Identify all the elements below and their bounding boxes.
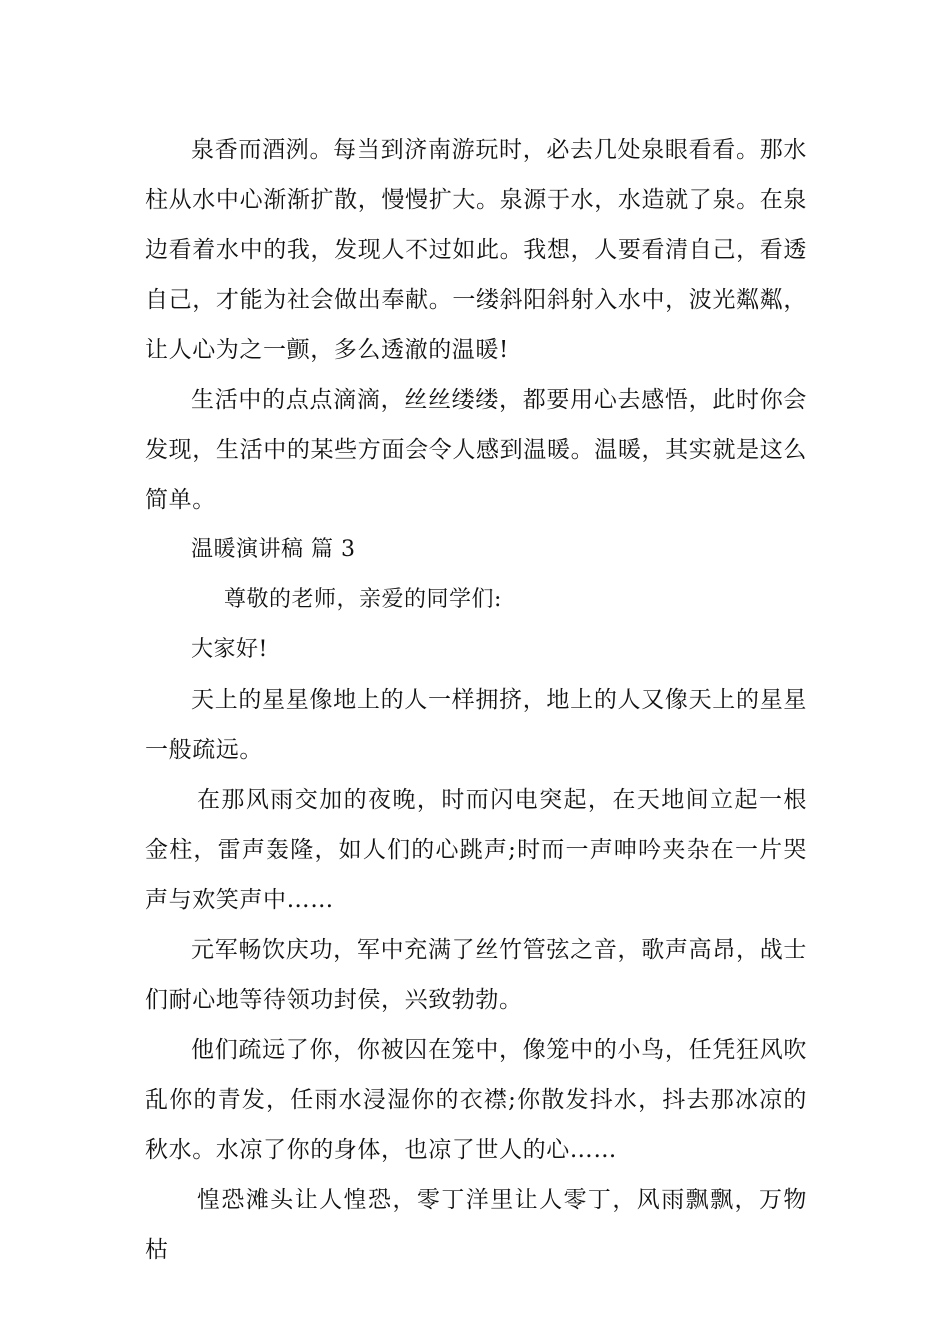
section-heading: 温暖演讲稿 篇 3	[191, 537, 356, 562]
paragraph-cage: 他们疏远了你，你被囚在笼中，像笼中的小鸟，任凭狂风吹乱你的青发，任雨水浸湿你的衣襟;你散发抖水，抖去那冰凉的秋水。水凉了你的身体，也凉了世人的心……	[145, 1037, 807, 1163]
paragraph-life: 生活中的点点滴滴，丝丝缕缕，都要用心去感悟，此时你会发现，生活中的某些方面会令人感到温暖。温暖，其实就是这么简单。	[145, 387, 807, 513]
paragraph-spring: 泉香而酒洌。每当到济南游玩时，必去几处泉眼看看。那水柱从水中心渐渐扩散，慢慢扩大。泉源于水，水造就了泉。在泉边看着水中的我，发现人不过如此。我想，人要看清自己，看透自己，才能为社会做出奉献。一缕斜阳斜射入水中，波光粼粼，让人心为之一颤，多么透澈的温暖!	[145, 137, 807, 363]
greeting: 大家好!	[191, 637, 268, 662]
salutation: 尊敬的老师，亲爱的同学们:	[224, 587, 502, 612]
paragraph-beach: 惶恐滩头让人惶恐，零丁洋里让人零丁，风雨飘飘，万物枯	[145, 1187, 807, 1263]
paragraph-storm: 在那风雨交加的夜晚，时而闪电突起，在天地间立起一根金柱，雷声轰隆，如人们的心跳声;时而一声呻吟夹杂在一片哭声与欢笑声中……	[145, 787, 807, 913]
paragraph-stars: 天上的星星像地上的人一样拥挤，地上的人又像天上的星星一般疏远。	[145, 687, 807, 763]
paragraph-army: 元军畅饮庆功，军中充满了丝竹管弦之音，歌声高昂，战士们耐心地等待领功封侯，兴致勃勃。	[145, 937, 807, 1013]
